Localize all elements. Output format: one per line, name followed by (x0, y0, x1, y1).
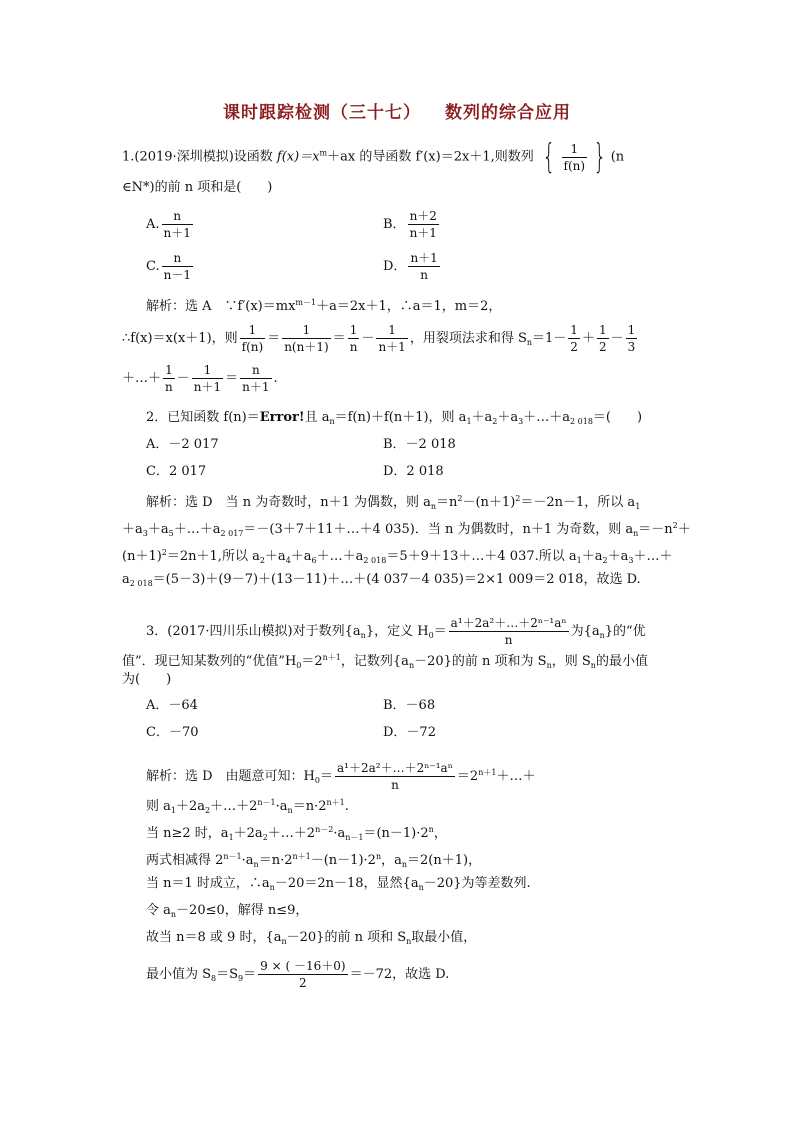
q2-option-a: A．－2 017 (146, 437, 219, 452)
q1-solution-line2: ∴f(x)＝x(x＋1)，则 $\frac{1}{f(n)}$ ＝ $\frac{1}{n(n+1)}$ ＝ $\frac{1}{n}$ － $\frac{1}{n+1}$ ，用裂项法求和得 $S_n=1-$ $\frac{1}{2}$ ＋ $\frac{1}{2}$ － $\frac{1}{3}$ (122, 323, 636, 354)
q3-solution-line5: 当 n＝1 时成立，$\therefore a_n-20=2n-18$，显然$\{a_n-20\}$为等差数列. (146, 876, 531, 892)
q1-stem-line1: 1.(2019·深圳模拟)设函数 $f(x)=x^m+ax$ 的导函数 f′(x)＝2x＋1,则数列 { $\frac{1}{f(n)}$ } (n (122, 137, 625, 177)
q1-option-c: C. $\frac{n}{n-1}$ (146, 251, 191, 282)
q3-solution-line1: 解析：选 D 由题意可知：$H_0=$ $\frac{\text{a¹＋2a²＋…＋2ⁿ⁻¹aⁿ}}{n}$ $=2^{n+1}+\dots+$ (146, 761, 536, 792)
q2-solution-line1: 解析：选 D 当 n 为奇数时，n＋1 为偶数，则 $a_n=n^2-(n+1)^2=-2n-1$，所以 $a_1$ (146, 494, 641, 511)
q1-option-b: B． $\frac{n+2}{n+1}$ (383, 209, 437, 240)
left-brace: { (542, 137, 556, 177)
q1-option-a: A. $\frac{n}{n+1}$ (146, 209, 191, 240)
q1-solution-line1: 解析：选 A $\because f'(x)=mx^{m-1}+a=2x+1$，∴a＝1，m＝2， (146, 298, 502, 314)
q3-solution-line4: 两式相减得 $2^{n-1}\cdot a_n=n\cdot 2^{n+1}-(n-1)\cdot 2^n$，$a_n=2(n+1)$， (146, 852, 482, 869)
q2-option-d: D．2 018 (383, 464, 444, 479)
page-title (0, 98, 794, 123)
q2-solution-line3: $(n+1)^2=2n+1$,所以 $a_2+a_4+a_6+\dots+a_{2 018}=5+9+13+\dots+4$ 037.所以 $a_1+a_2+a_3+\dots+$ (122, 548, 673, 565)
q3-solution-line3: 当 n≥2 时，$a_1+2a_2+\dots+2^{n-2}\cdot a_{n-1}=(n-1)\cdot 2^n$， (146, 825, 447, 842)
q2-solution-line2: $+a_3+a_5+\dots+a_{2 017}=-(3+7+11+\dots+4$ 035)．当 n 为偶数时，n＋1 为奇数，则 $a_n=-n^2+$ (122, 521, 691, 538)
q3-option-a: A．－64 (146, 698, 198, 713)
q3-stem-line2: 值”．现已知某数列的“优值$”H_0=2^{n+1}$，记数列$\{a_n-20\}$的前 n 项和为 $S_n$，则 $S_n$的最小值 (122, 653, 648, 670)
q3-option-d: D．－72 (383, 725, 436, 740)
title-main: 课时跟踪检测（三十七） (223, 103, 421, 123)
q3-stem-line1: 3．(2017·四川乐山模拟)对于数列$\{a_n\}$，定义 $H_0=$ $\frac{\text{a¹＋2a²＋…＋2ⁿ⁻¹aⁿ}}{n}$ 为$\{a_n\}$的“优 (146, 616, 646, 647)
q1-stem-line2: ∈N*)的前 n 项和是( ) (122, 180, 273, 195)
q3-solution-line6: 令 $a_n-20\le 0$，解得 n≤9， (146, 903, 309, 919)
q2-solution-line4: $a_{2 018}=(5-3)+(9-7)+(13-11)+\dots+(4$ 037－4 035)＝2×1 009＝2 018，故选 D. (122, 572, 641, 588)
q3-solution-line7: 故当 n＝8 或 9 时，$\{a_n-20\}$的前 n 项和 $S_n$取最小值， (146, 930, 477, 946)
q3-solution-line2: 则 $a_1+2a_2+\dots+2^{n-1}\cdot a_n=n\cdot 2^{n+1}$. (146, 798, 349, 815)
q2-stem: 2．已知函数 f(n)＝Error!且 $a_n=f(n)+f(n+1)$，则 $a_1+a_2+a_3+\dots+a_{2 018}=$( ) (146, 410, 643, 426)
q3-solution-line8: 最小值为 $S_8=S_9=$ $\frac{9 \times ( -16+0)}{2}$ ＝－72，故选 D. (146, 959, 450, 990)
right-brace: } (593, 137, 607, 177)
q3-option-b: B．－68 (383, 698, 436, 713)
q3-option-c: C．－70 (146, 725, 199, 740)
q2-option-b: B．－2 018 (383, 437, 456, 452)
q2-option-c: C．2 017 (146, 464, 207, 479)
q1-option-d: D． $\frac{n+1}{n}$ (383, 251, 438, 282)
q3-stem-line3: 为( ) (122, 672, 172, 687)
q1-seq-fraction: $\frac{1}{f(n)}$ (563, 141, 586, 173)
title-sub: 数列的综合应用 (445, 103, 571, 123)
q1-solution-line3: ＋…＋ $\frac{1}{n}$ － $\frac{1}{n+1}$ ＝ $\frac{n}{n+1}$ . (122, 363, 278, 394)
